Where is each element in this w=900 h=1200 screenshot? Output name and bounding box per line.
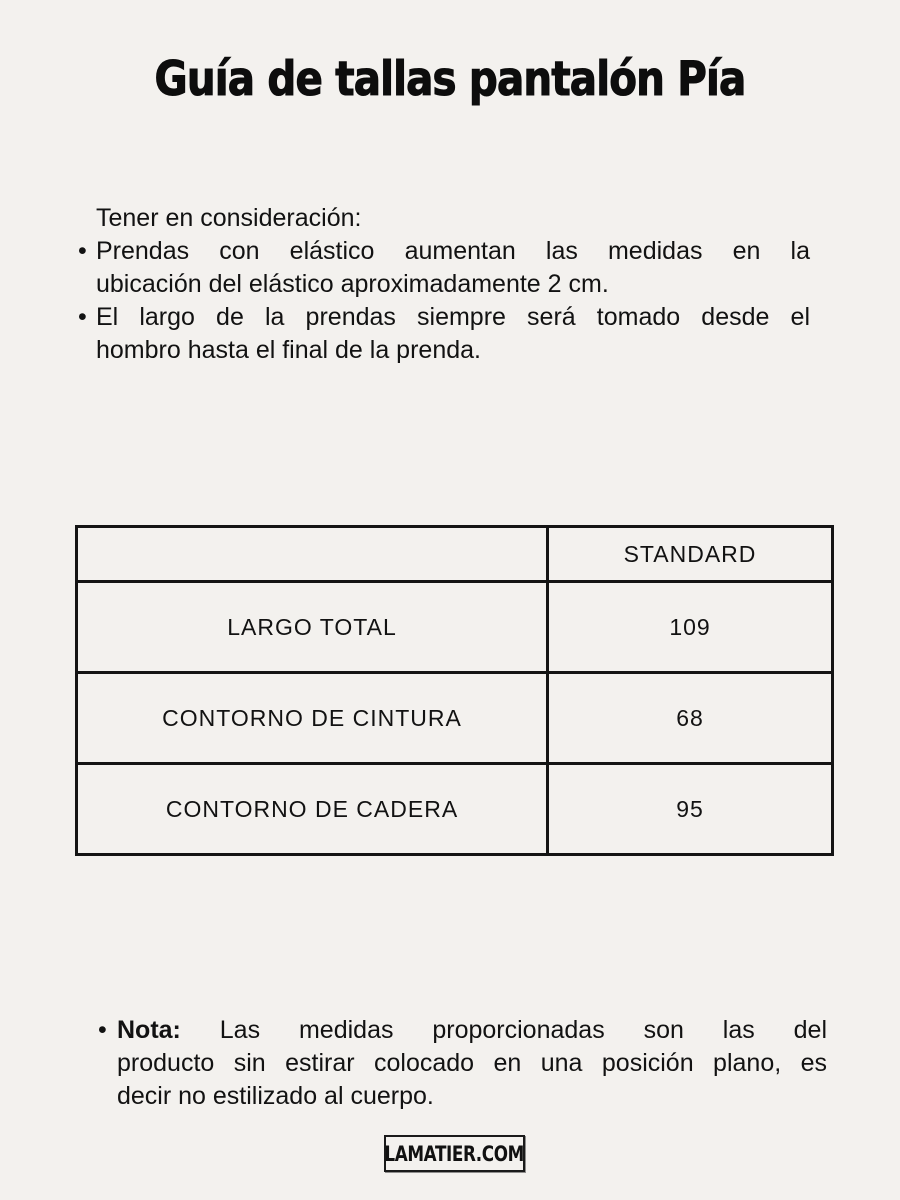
bullet-icon: • (78, 237, 87, 265)
bullet-icon: • (78, 303, 87, 331)
measurement-label: LARGO TOTAL (77, 582, 548, 673)
note-section (98, 1014, 827, 1113)
measurement-value: 95 (548, 764, 833, 855)
bullet-line: hombro hasta el final de la prenda. (96, 336, 481, 364)
table-row (77, 673, 833, 764)
bullet-text (96, 235, 810, 301)
table-row (77, 764, 833, 855)
note-line: producto sin estirar colocado en una posición plano, es (117, 1049, 827, 1077)
note-line: decir no estilizado al cuerpo. (117, 1082, 434, 1110)
measurement-value: 109 (548, 582, 833, 673)
note-text (117, 1014, 827, 1113)
considerations-section (78, 202, 810, 367)
table-corner-cell (77, 527, 548, 582)
list-item (78, 235, 810, 301)
bullet-icon: • (98, 1016, 107, 1044)
note-line-rest: Las medidas proporcionadas son las del (219, 1016, 827, 1044)
bullet-line: Prendas con elástico aumentan las medidas en la (96, 237, 810, 265)
table-header-row (77, 527, 833, 582)
brand-badge (384, 1135, 525, 1172)
bullet-line: El largo de la prendas siempre será tomado desde el (96, 303, 810, 331)
note-line (117, 1014, 827, 1047)
list-item (78, 301, 810, 367)
measurement-label: CONTORNO DE CADERA (77, 764, 548, 855)
table-row (77, 582, 833, 673)
brand-name: LAMATIER.COM (384, 1141, 525, 1166)
considerations-heading: Tener en consideración: (96, 204, 362, 232)
bullet-line: ubicación del elástico aproximadamente 2 cm. (96, 270, 609, 298)
bullet-text (96, 301, 810, 367)
measurements-table (75, 525, 834, 856)
list-item (98, 1014, 827, 1113)
measurement-value: 68 (548, 673, 833, 764)
table-column-header: STANDARD (548, 527, 833, 582)
note-prefix: Nota: (117, 1016, 181, 1044)
page-title: Guía de tallas pantalón Pía (154, 52, 746, 107)
measurement-label: CONTORNO DE CINTURA (77, 673, 548, 764)
